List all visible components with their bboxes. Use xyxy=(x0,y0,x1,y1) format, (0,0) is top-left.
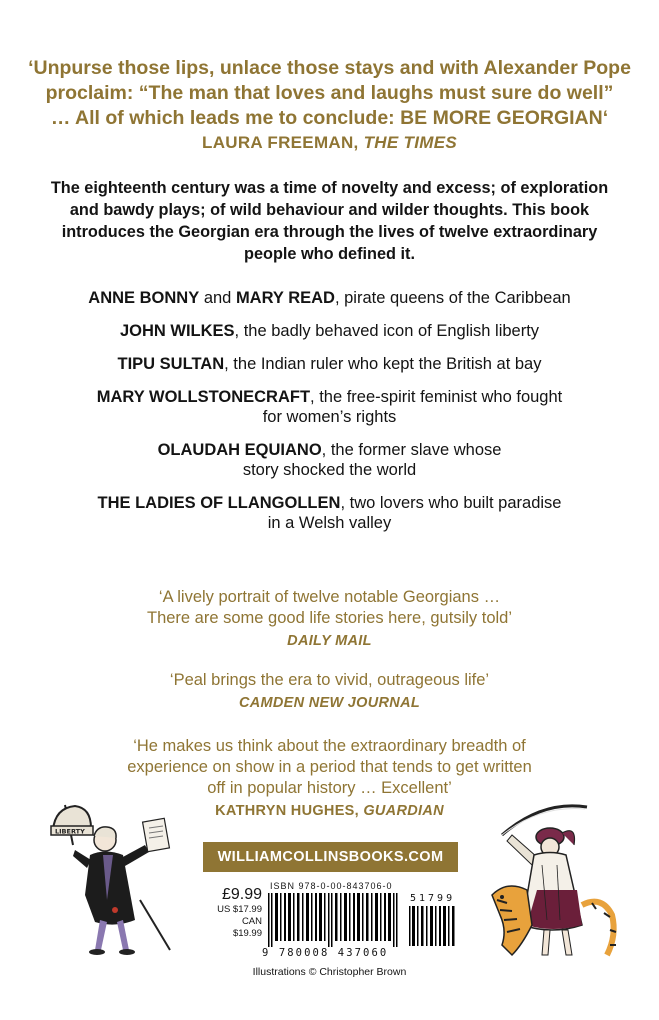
person-desc: , the free-spirit feminist who fought xyxy=(310,388,563,406)
person-name: MARY WOLLSTONECRAFT xyxy=(96,388,311,406)
intro-line: introduces the Georgian era through the lives of twelve extraordinary xyxy=(61,223,598,241)
list-item xyxy=(0,440,659,480)
barcode-digits: 9 780008 437060 xyxy=(262,947,389,959)
person-desc: , the badly behaved icon of English liberty xyxy=(234,322,540,340)
liberty-cap-text: LIBERTY xyxy=(55,827,85,836)
review-daily-mail xyxy=(0,587,659,649)
barcode-addon-icon xyxy=(408,906,458,956)
website-banner: WILLIAMCOLLINSBOOKS.COM xyxy=(203,842,458,872)
review-line: off in popular history … Excellent’ xyxy=(207,779,452,797)
list-item xyxy=(0,387,659,427)
person-desc: , pirate queens of the Caribbean xyxy=(334,289,571,307)
john-wilkes-illustration-icon xyxy=(45,800,185,960)
review-camden xyxy=(0,670,659,711)
isbn-label: ISBN 978-0-00-843706-0 xyxy=(270,881,393,891)
list-item xyxy=(0,321,659,341)
review-author: KATHRYN HUGHES, xyxy=(215,803,359,819)
barcode-icon xyxy=(266,893,404,947)
top-quote-attribution xyxy=(0,133,659,153)
quote-line: ‘Unpurse those lips, unlace those stays and with Alexander Pope xyxy=(28,57,631,79)
list-item xyxy=(0,354,659,374)
quote-publication: THE TIMES xyxy=(363,133,457,152)
review-line: ‘A lively portrait of twelve notable Georgians … xyxy=(158,588,501,606)
person-name: THE LADIES OF LLANGOLLEN xyxy=(97,494,341,512)
person-name: JOHN WILKES xyxy=(119,322,235,340)
person-desc-cont: story shocked the world xyxy=(242,461,417,479)
price-us: US $17.99 xyxy=(217,904,262,915)
price-can: CAN $19.99 xyxy=(232,916,262,939)
review-line: ‘Peal brings the era to vivid, outrageous life’ xyxy=(169,671,490,689)
person-name: MARY READ xyxy=(235,289,335,307)
person-desc: , the Indian ruler who kept the British at bay xyxy=(224,355,542,373)
quote-line: proclaim: “The man that loves and laughs must sure do well” xyxy=(45,82,614,104)
quote-author: LAURA FREEMAN, xyxy=(202,133,359,152)
list-item xyxy=(0,288,659,308)
person-joiner: and xyxy=(199,289,236,307)
review-source: CAMDEN NEW JOURNAL xyxy=(238,695,420,711)
review-line: ‘He makes us think about the extraordinary breadth of xyxy=(133,737,526,755)
top-quote xyxy=(0,56,659,131)
price-block xyxy=(212,886,262,940)
review-line: There are some good life stories here, gutsily told’ xyxy=(146,609,512,627)
quote-line: … All of which leads me to conclude: BE MORE GEORGIAN‘ xyxy=(50,107,609,129)
person-desc: , the former slave whose xyxy=(321,441,502,459)
person-desc-cont: for women’s rights xyxy=(262,408,397,426)
review-line: experience on show in a period that tends to get written xyxy=(127,758,532,776)
person-name: ANNE BONNY xyxy=(88,289,200,307)
intro-line: people who defined it. xyxy=(244,245,415,263)
price-uk: £9.99 xyxy=(221,886,262,903)
review-publication: GUARDIAN xyxy=(363,803,444,819)
tipu-sultan-tiger-illustration-icon xyxy=(482,795,632,965)
barcode-addon-digits: 51799 xyxy=(410,893,456,904)
person-desc: , two lovers who built paradise xyxy=(340,494,562,512)
person-name: TIPU SULTAN xyxy=(117,355,225,373)
list-item xyxy=(0,493,659,533)
person-desc-cont: in a Welsh valley xyxy=(267,514,392,532)
intro-line: The eighteenth century was a time of novelty and excess; of exploration xyxy=(50,179,609,197)
person-name: OLAUDAH EQUIANO xyxy=(157,441,322,459)
people-list xyxy=(0,288,659,546)
intro-line: and bawdy plays; of wild behaviour and wilder thoughts. This book xyxy=(69,201,590,219)
illustration-credit: Illustrations © Christopher Brown xyxy=(252,966,407,978)
review-source: DAILY MAIL xyxy=(287,633,372,649)
intro-paragraph xyxy=(0,177,659,265)
